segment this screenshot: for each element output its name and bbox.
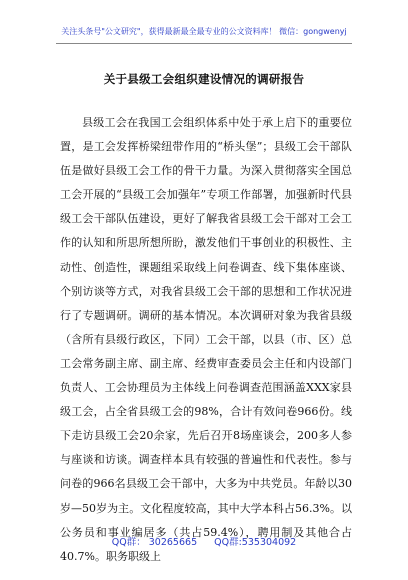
header-banner: 关注头条号"公文研究"，获得最新最全最专业的公文资料库！ 微信：gongwenyj [61, 27, 347, 36]
header-divider [56, 43, 352, 44]
footer-contact [0, 534, 408, 548]
qq-group-1: QQ群： 30265665 [111, 537, 198, 548]
body-paragraph: 县级工会在我国工会组织体系中处于承上启下的重要位置，是工会发挥桥梁纽带作用的“桥头堡”；县级工会干部队伍是做好县级工会工作的骨干力量。为深入贯彻落实全国总工会开展的“县级工会加强年”专项工作部署，加强新时代县级工会干部队伍建设，更好了解我省县级工会干部对工会工作的认知和所思所想所盼，激发他们干事创业的积极性、主动性、创造性，课题组采取线上问卷调查、线下集体座谈、个别访谈等方式，对我省县级工会干部的思想和工作状况进行了专题调研。调研的基本情况。本次调研对象为我省县级（含所有县级行政区，下同）工会干部，以县（市、区）总工会常务副主席、副主席、经费审查委员会主任和内设部门负责人、工会协理员为主体线上问卷调查范围涵盖XXX家县级工会，占全省县级工会的98%，合计有效问卷966份。线下走访县级工会20余家，先后召开8场座谈会，200多人参与座谈和访谈。调查样本具有较强的普遍性和代表性。参与问卷的966名县级工会干部中，大多为中共党员。年龄以30岁—50岁为主。文化程度较高，其中大学本科占56.3%。以公务员和事业编居多（共占59.4%），聘用制及其他合占40.7%。职务职级上 [60, 116, 352, 563]
document-title: 关于县级工会组织建设情况的调研报告 [103, 72, 305, 86]
document-body [60, 111, 352, 569]
qq-group-2: QQ群:535304092 [214, 537, 297, 548]
